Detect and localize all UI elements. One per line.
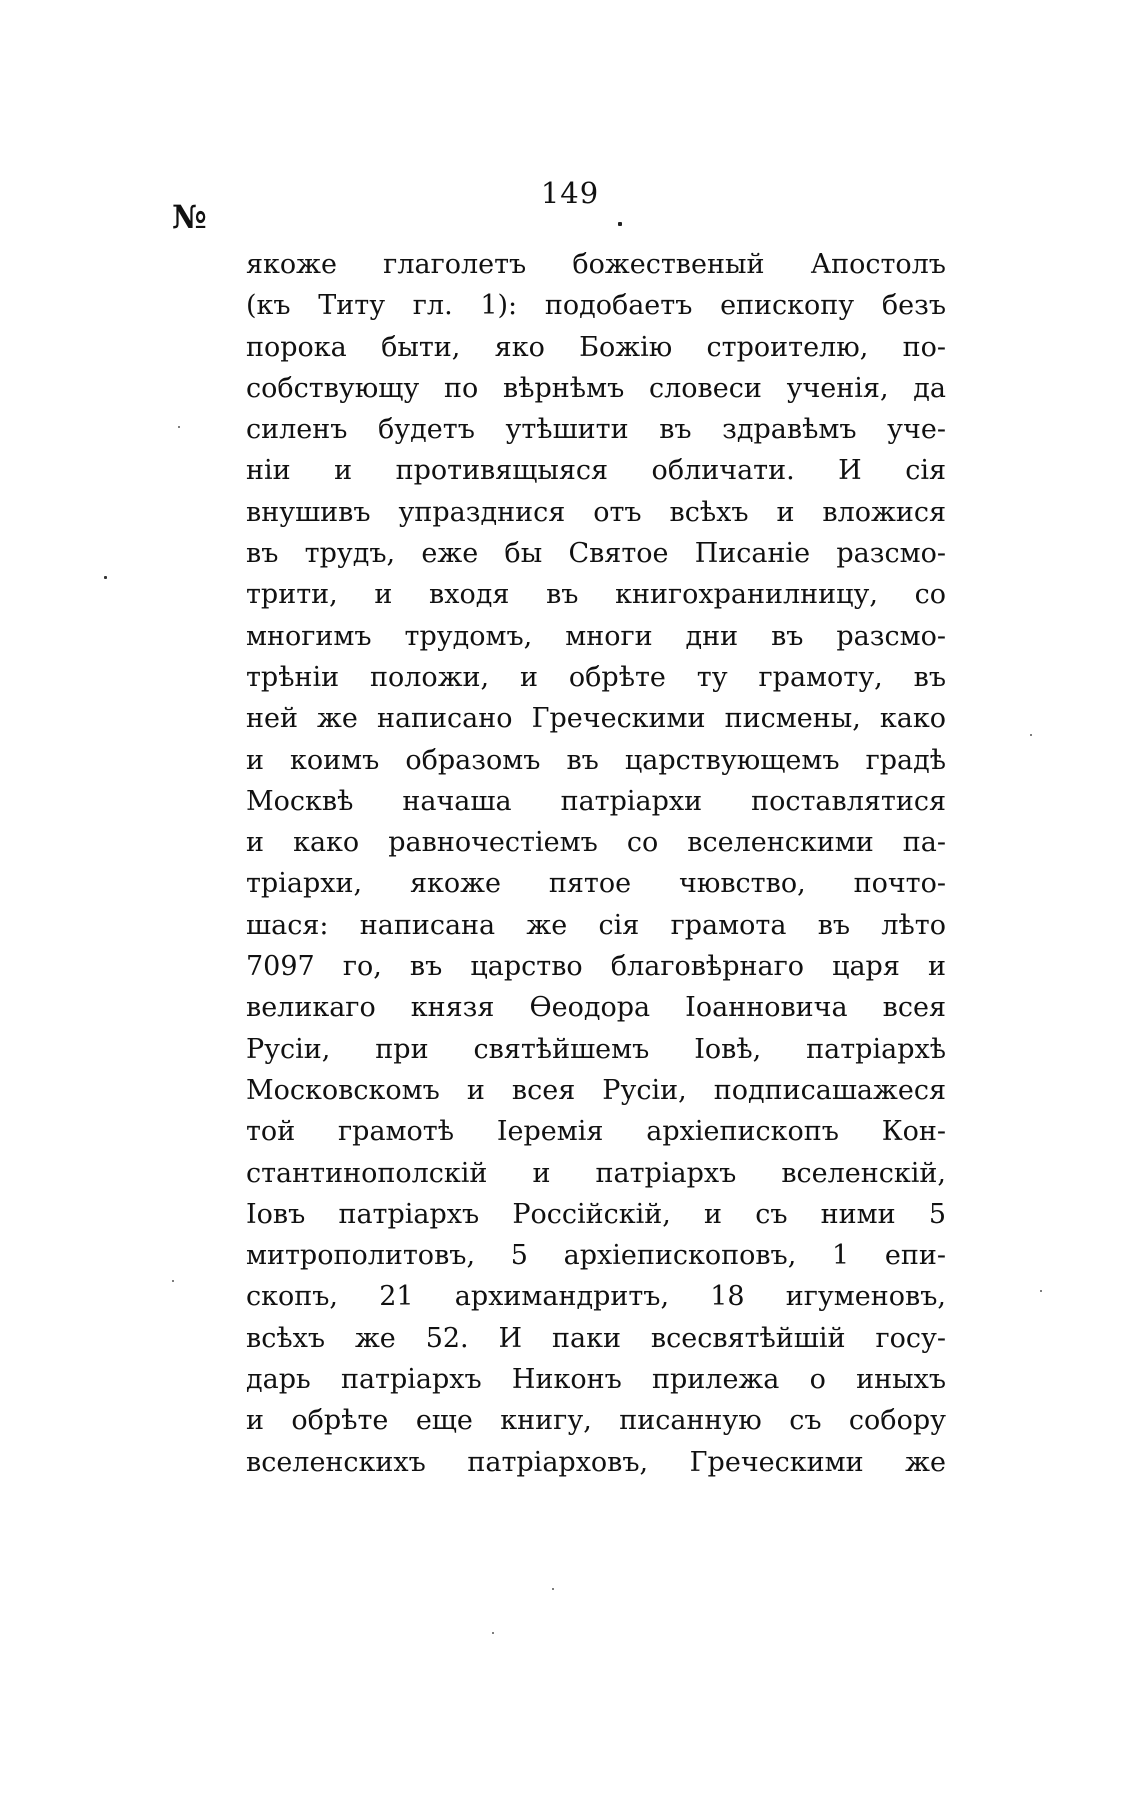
text-line: скопъ, 21 архимандритъ, 18 игуменовъ,: [246, 1281, 946, 1313]
text-line: Русіи, при святѣйшемъ Іовѣ, патріархѣ: [246, 1033, 946, 1065]
ink-speck: [1040, 1290, 1042, 1292]
text-line: многимъ трудомъ, многи дни въ разсмо-: [246, 620, 946, 652]
text-line: митрополитовъ, 5 архіепископовъ, 1 епи-: [246, 1240, 946, 1272]
text-line: собствующу по вѣрнѣмъ словеси ученія, да: [246, 372, 946, 404]
ink-speck: [104, 576, 107, 579]
ink-speck: [172, 1280, 174, 1282]
margin-number-sign: №: [172, 198, 207, 236]
page-number: 149: [540, 176, 600, 210]
text-line: всѣхъ же 52. И паки всесвятѣйшій госу-: [246, 1322, 946, 1354]
text-line: трити, и входя въ книгохранилницу, со: [246, 579, 946, 611]
text-line: внушивъ упразднися отъ всѣхъ и вложися: [246, 496, 946, 528]
ink-speck: [552, 1588, 554, 1590]
text-line: вселенскихъ патріарховъ, Греческими же: [246, 1446, 946, 1478]
text-line: и коимъ образомъ въ царствующемъ градѣ: [246, 744, 946, 776]
text-line: Московскомъ и всея Русіи, подписашажеся: [246, 1074, 946, 1106]
text-line: и обрѣте еще книгу, писанную съ собору: [246, 1405, 946, 1437]
ink-speck: [178, 426, 180, 428]
text-line: стантинополскій и патріархъ вселенскій,: [246, 1157, 946, 1189]
text-line: ніи и противящыяся обличати. И сія: [246, 455, 946, 487]
text-line: якоже глаголетъ божественый Апостолъ: [246, 249, 946, 280]
text-line: силенъ будетъ утѣшити въ здравѣмъ уче-: [246, 414, 946, 446]
text-line: шася: написана же сія грамота въ лѣто: [246, 909, 946, 941]
text-line: 7097 го, въ царство благовѣрнаго царя и: [246, 951, 946, 983]
text-line: той грамотѣ Іеремія архіепископъ Кон-: [246, 1116, 946, 1148]
text-line: великаго князя Ѳеодора Іоанновича всея: [246, 992, 946, 1024]
text-line: (къ Титу гл. 1): подобаетъ епископу безъ: [246, 290, 946, 322]
text-line: Москвѣ начаша патріархи поставлятися: [246, 785, 946, 817]
ink-speck: [618, 222, 622, 226]
text-line: Іовъ патріархъ Россійскій, и съ ними 5: [246, 1198, 946, 1230]
text-line: и како равночестіемъ со вселенскими па-: [246, 827, 946, 859]
text-line: тріархи, якоже пятое чювство, почто-: [246, 868, 946, 900]
body-text: [246, 244, 946, 1483]
text-line: порока быти, яко Божію строителю, по-: [246, 331, 946, 363]
text-line: въ трудъ, еже бы Святое Писаніе разсмо-: [246, 538, 946, 570]
text-line: ней же написано Греческими писмены, како: [246, 703, 946, 735]
ink-speck: [1030, 734, 1032, 736]
ink-speck: [492, 1632, 494, 1634]
text-line: дарь патріархъ Никонъ прилежа о иныхъ: [246, 1364, 946, 1396]
text-line: трѣніи положи, и обрѣте ту грамоту, въ: [246, 661, 946, 693]
